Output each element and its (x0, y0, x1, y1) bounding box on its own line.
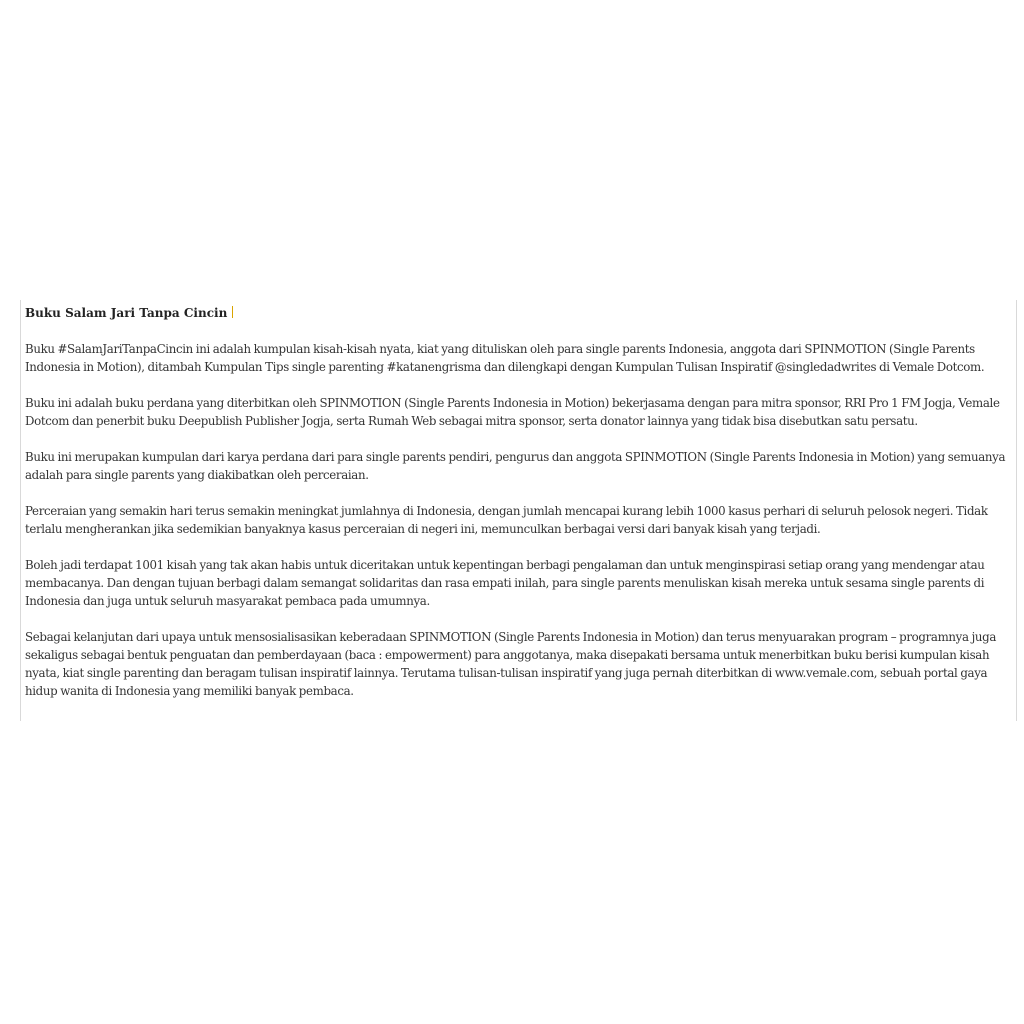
title-text: Buku Salam Jari Tanpa Cincin (25, 306, 228, 320)
description-paragraph-5: Boleh jadi terdapat 1001 kisah yang tak akan habis untuk diceritakan untuk kepentingan berbagi pengalaman dan untuk menginspirasi setiap orang yang mendengar atau membacanya. Dan dengan tujuan berbagi dalam semangat solidaritas dan rasa empati inilah, para single parents menuliskan kisah mereka untuk sesama single parents di Indonesia dan juga untuk seluruh masyarakat pembaca pada umumnya. (25, 558, 985, 608)
text-cursor (232, 306, 233, 318)
description-paragraph-4: Perceraian yang semakin hari terus semakin meningkat jumlahnya di Indonesia, dengan jumlah mencapai kurang lebih 1000 kasus perhari di seluruh pelosok negeri. Tidak terlalu mengherankan jika sedemikian banyaknya kasus perceraian di negeri ini, memunculkan berbagai versi dari banyak kisah yang terjadi. (25, 504, 988, 536)
description-paragraph-3: Buku ini merupakan kumpulan dari karya perdana dari para single parents pendiri, pengurus dan anggota SPINMOTION (Single Parents Indonesia in Motion) yang semuanya adalah para single parents yang diakibatkan oleh perceraian. (25, 450, 1006, 482)
description-panel (20, 300, 1017, 721)
description-paragraph-1: Buku #SalamJariTanpaCincin ini adalah kumpulan kisah-kisah nyata, kiat yang dituliskan oleh para single parents Indonesia, anggota dari SPINMOTION (Single Parents Indonesia in Motion), ditambah Kumpulan Tips single parenting #katanengrisma dan dilengkapi dengan Kumpulan Tulisan Inspiratif @singledadwrites di Vemale Dotcom. (25, 342, 985, 374)
description-paragraph-2: Buku ini adalah buku perdana yang diterbitkan oleh SPINMOTION (Single Parents Indonesia in Motion) bekerjasama dengan para mitra sponsor, RRI Pro 1 FM Jogja, Vemale Dotcom dan penerbit buku Deepublish Publisher Jogja, serta Rumah Web sebagai mitra sponsor, serta donator lainnya yang tidak bisa disebutkan satu persatu. (25, 396, 1000, 428)
description-title (25, 304, 1012, 322)
description-paragraph-6: Sebagai kelanjutan dari upaya untuk mensosialisasikan keberadaan SPINMOTION (Single Parents Indonesia in Motion) dan terus menyuarakan program – programnya juga sekaligus sebagai bentuk penguatan dan pemberdayaan (baca : empowerment) para anggotanya, maka disepakati bersama untuk menerbitkan buku berisi kumpulan kisah nyata, kiat single parenting dan beragam tulisan inspiratif lainnya. Terutama tulisan-tulisan inspiratif yang juga pernah diterbitkan di www.vemale.com, sebuah portal gaya hidup wanita di Indonesia yang memiliki banyak pembaca. (25, 630, 997, 698)
